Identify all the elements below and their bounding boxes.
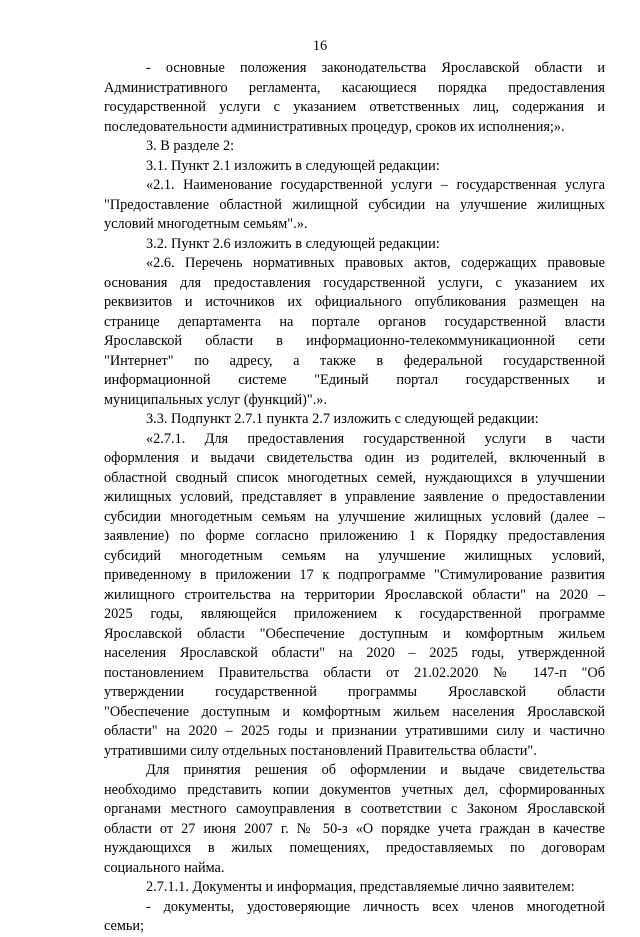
text-line: необходимо представить копии документов учетных дел, сформированных bbox=[104, 781, 605, 798]
text-line: 3.1. Пункт 2.1 изложить в следующей редакции: bbox=[146, 157, 440, 174]
text-line: социального найма. bbox=[104, 859, 225, 876]
text-line: оформления и выдачи свидетельства один из родителей, включенный в bbox=[104, 450, 605, 466]
document-body bbox=[104, 59, 605, 937]
text-line: жилищных условий, представляет в управление заявление о предоставлении bbox=[104, 489, 605, 505]
text-line: органами местного самоуправления в соответствии с Законом Ярославской bbox=[104, 801, 605, 817]
text-line: постановлением Правительства области от 21.02.2020 № 147-п "Об bbox=[104, 664, 605, 681]
text-line: Административного регламента, касающиеся порядка предоставления bbox=[104, 79, 605, 96]
text-line: - основные положения законодательства Ярославской области и bbox=[146, 60, 605, 76]
page-number: 16 bbox=[312, 38, 328, 54]
text-line: семьи; bbox=[104, 918, 145, 934]
text-line: приведенному в приложении 17 к подпрограмме "Стимулирование развития bbox=[104, 567, 605, 583]
text-line: субсидии многодетным семьям на улучшение жилищных условий (далее – bbox=[104, 508, 605, 525]
text-line: 3. В разделе 2: bbox=[146, 138, 235, 154]
text-line: «2.1. Наименование государственной услуги – государственная услуга bbox=[146, 177, 605, 193]
text-line: субсидий многодетным семьям на улучшение жилищных условий, bbox=[104, 547, 605, 564]
text-line: Ярославской области в информационно-телекоммуникационной сети bbox=[104, 333, 605, 349]
text-line: 3.3. Подпункт 2.7.1 пункта 2.7 изложить с следующей редакции: bbox=[146, 411, 539, 427]
text-line: информационной системе "Единый портал государственных и bbox=[104, 372, 605, 388]
text-line: заявление) по форме согласно приложению 1 к Порядку предоставления bbox=[104, 528, 605, 544]
text-line: населения Ярославской области" на 2020 – 2025 годы, утвержденной bbox=[104, 645, 605, 661]
text-line: основания для предоставления государственной услуги, с указанием их bbox=[104, 274, 605, 291]
text-line: реквизитов и источников их официального опубликования размещен на bbox=[104, 294, 605, 310]
text-line: 2025 годы, являющейся приложением к государственной программе bbox=[104, 606, 605, 622]
text-line: утверждении государственной программы Ярославской области bbox=[104, 684, 605, 700]
text-line: жилищного строительства на территории Ярославской области" на 2020 – bbox=[104, 586, 605, 603]
text-line: последовательности административных процедур, сроков их исполнения;». bbox=[104, 118, 565, 135]
text-line: "Интернет" по адресу, а также в федеральной государственной bbox=[104, 352, 605, 369]
text-line: области" на 2020 – 2025 годы и признании утратившими силу и частично bbox=[104, 723, 605, 739]
text-line: Ярославской области "Обеспечение доступным и комфортным жильем bbox=[104, 625, 605, 642]
text-line: государственной услуги с указанием ответственных лиц, содержания и bbox=[104, 99, 605, 115]
text-line: областной сводный список многодетных семей, нуждающихся в улучшении bbox=[104, 469, 605, 486]
text-line: условий многодетным семьям".». bbox=[104, 216, 308, 232]
text-line: 3.2. Пункт 2.6 изложить в следующей редакции: bbox=[146, 235, 440, 252]
text-line: «2.7.1. Для предоставления государственной услуги в части bbox=[146, 430, 605, 447]
text-line: - документы, удостоверяющие личность всех членов многодетной bbox=[146, 898, 605, 915]
text-line: странице департамента на портале органов государственной власти bbox=[104, 313, 605, 330]
text-line: Для принятия решения об оформлении и выдаче свидетельства bbox=[146, 762, 605, 778]
text-line: 2.7.1.1. Документы и информация, представляемые лично заявителем: bbox=[146, 879, 575, 895]
text-line: нуждающихся в жилых помещениях, предоставляемых по договорам bbox=[104, 840, 605, 856]
text-line: области от 27 июня 2007 г. № 50-з «О порядке учета граждан в качестве bbox=[104, 820, 605, 837]
text-line: «2.6. Перечень нормативных правовых актов, содержащих правовые bbox=[146, 255, 605, 271]
text-line: утратившими силу отдельных постановлений Правительства области". bbox=[104, 742, 537, 759]
text-line: муниципальных услуг (функций)".». bbox=[104, 391, 328, 408]
text-line: "Обеспечение доступным и комфортным жильем населения Ярославской bbox=[104, 703, 605, 720]
text-line: "Предоставление областной жилищной субсидии на улучшение жилищных bbox=[104, 196, 605, 213]
